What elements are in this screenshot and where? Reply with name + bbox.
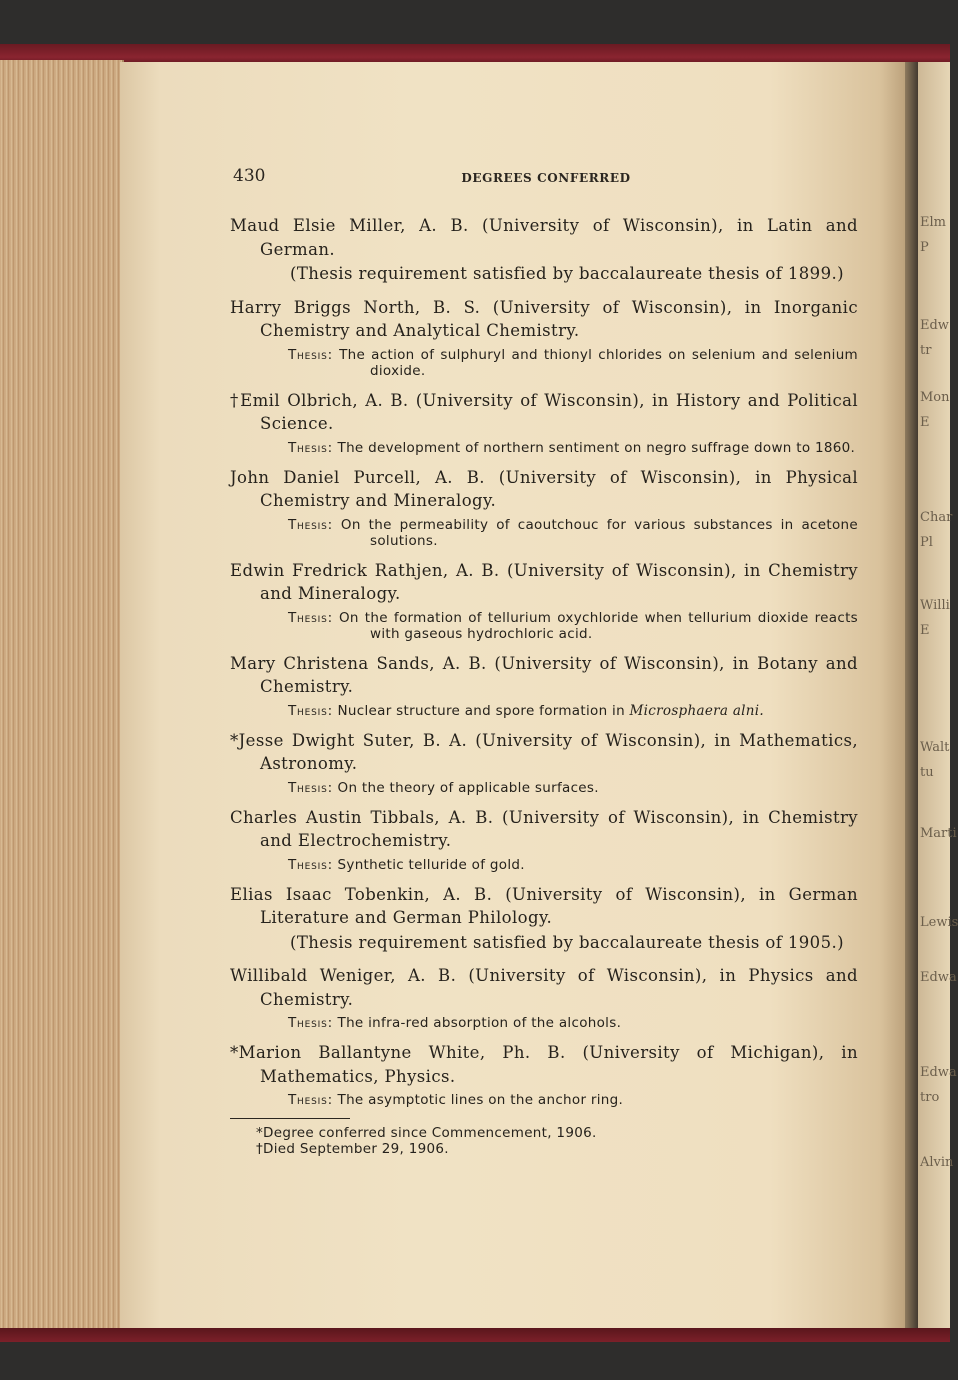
thesis-title [339, 610, 858, 642]
thesis-title [338, 1092, 624, 1108]
footnote-rule [230, 1118, 350, 1119]
thesis-title-text: The action of sulphuryl and thionyl chlorides on selenium and selenium dioxide. [339, 346, 859, 379]
degree-entry [230, 466, 858, 549]
next-page-fragment: Alvin [920, 1155, 954, 1170]
thesis-title [338, 1015, 622, 1031]
thesis-label: Thesis: [288, 516, 333, 533]
thesis-title-text: On the theory of applicable surfaces. [337, 779, 599, 796]
entry-text: Elias Isaac Tobenkin, A. B. (University of Wisconsin), in German Literature and German Philology. [230, 884, 858, 927]
next-page-fragment: tr [920, 343, 932, 358]
next-page-edge [918, 62, 958, 1332]
next-page-fragment: tu [920, 765, 934, 780]
degree-entry [230, 652, 858, 719]
degree-entry [230, 964, 858, 1031]
entry-text: Harry Briggs North, B. S. (University of Wisconsin), in Inorganic Chemistry and Analytical Chemistry. [230, 297, 858, 340]
next-page-fragment: Marti [920, 826, 957, 841]
thesis-label: Thesis: [288, 779, 333, 796]
degree-entry [230, 214, 858, 286]
entry-text: †Emil Olbrich, A. B. (University of Wisconsin), in History and Political Science. [230, 390, 858, 433]
page-header [233, 166, 859, 188]
thesis-line [288, 517, 858, 549]
thesis-line [288, 857, 858, 873]
thesis-title [338, 703, 764, 719]
thesis-label: Thesis: [288, 1092, 333, 1108]
thesis-label: Thesis: [288, 856, 333, 873]
thesis-title [339, 347, 858, 379]
book-cover-bottom [0, 1328, 950, 1342]
footnote: †Died September 29, 1906. [256, 1141, 449, 1157]
degree-entry [230, 296, 858, 379]
degree-entry [230, 1041, 858, 1108]
thesis-title [338, 780, 599, 796]
entry-text: *Jesse Dwight Suter, B. A. (University of Wisconsin), in Mathematics, Astronomy. [230, 730, 858, 773]
next-page-fragment: Edw [920, 318, 949, 333]
degree-entry [230, 389, 858, 456]
next-page-fragment: E [920, 415, 930, 430]
degree-entry [230, 883, 858, 955]
thesis-line [288, 440, 858, 456]
thesis-title-text: On the permeability of caoutchouc for various substances in acetone solutions. [340, 516, 858, 549]
page-edges [0, 60, 124, 1332]
thesis-title-text: The asymptotic lines on the anchor ring. [337, 1092, 624, 1108]
thesis-title [341, 517, 858, 549]
entry-text: Mary Christena Sands, A. B. (University of Wisconsin), in Botany and Chemistry. [230, 653, 858, 696]
thesis-line [288, 347, 858, 379]
thesis-title-text: The infra-red absorption of the alcohols. [337, 1015, 622, 1031]
degree-entry [230, 729, 858, 796]
thesis-line [288, 610, 858, 642]
next-page-fragment: Edwa [920, 970, 957, 985]
running-head: DEGREES CONFERRED [461, 171, 631, 185]
thesis-line [288, 703, 858, 719]
entry-text: Maud Elsie Miller, A. B. (University of Wisconsin), in Latin and German. [230, 216, 858, 259]
degree-entry [230, 559, 858, 642]
thesis-title-text: On the formation of tellurium oxychloride when tellurium dioxide reacts with gaseous hydrochloric acid. [338, 609, 859, 642]
thesis-title-text: Nuclear structure and spore formation in [337, 702, 625, 719]
thesis-label: Thesis: [288, 1015, 333, 1031]
thesis-label: Thesis: [288, 609, 333, 626]
entry-text: Edwin Fredrick Rathjen, A. B. (University of Wisconsin), in Chemistry and Mineralogy. [230, 560, 858, 603]
thesis-label: Thesis: [288, 439, 333, 456]
next-page-fragment: P [920, 240, 929, 255]
book-gutter [905, 62, 919, 1332]
next-page-fragment: Edwa [920, 1065, 957, 1080]
degree-entry [230, 806, 858, 873]
degree-list [230, 214, 858, 1157]
thesis-title-text: Synthetic telluride of gold. [337, 856, 525, 873]
thesis-line [288, 1092, 858, 1108]
entry-text: Willibald Weniger, A. B. (University of Wisconsin), in Physics and Chemistry. [230, 966, 858, 1009]
thesis-note: (Thesis requirement satisfied by baccalaureate thesis of 1899.) [290, 264, 844, 283]
next-page-fragment: E [920, 623, 930, 638]
entry-text: John Daniel Purcell, A. B. (University of Wisconsin), in Physical Chemistry and Mineralogy. [230, 467, 858, 510]
thesis-line [288, 1015, 858, 1031]
next-page-fragment: Char [920, 510, 953, 525]
thesis-title [338, 440, 856, 456]
page-number: 430 [233, 166, 266, 186]
thesis-label: Thesis: [288, 702, 333, 719]
next-page-fragment: tro [920, 1090, 940, 1105]
footnote: *Degree conferred since Commencement, 1906. [256, 1125, 597, 1141]
thesis-title-italic: Microsphaera alni. [629, 702, 764, 719]
next-page-fragment: Willi [920, 598, 950, 613]
entry-text: Charles Austin Tibbals, A. B. (University of Wisconsin), in Chemistry and Electrochemistry. [230, 807, 858, 850]
next-page-fragment: Lewis [920, 915, 958, 930]
next-page-fragment: Elm [920, 215, 946, 230]
next-page-fragment: Pl [920, 535, 933, 550]
next-page-fragment: Walt [920, 740, 950, 755]
next-page-fragment: Mon [920, 390, 950, 405]
thesis-note: (Thesis requirement satisfied by baccalaureate thesis of 1905.) [290, 932, 844, 952]
thesis-title [338, 857, 525, 873]
thesis-line [288, 780, 858, 796]
thesis-label: Thesis: [288, 346, 333, 363]
entry-text: *Marion Ballantyne White, Ph. B. (University of Michigan), in Mathematics, Physics. [230, 1043, 858, 1086]
thesis-title-text: The development of northern sentiment on negro suffrage down to 1860. [337, 439, 856, 456]
